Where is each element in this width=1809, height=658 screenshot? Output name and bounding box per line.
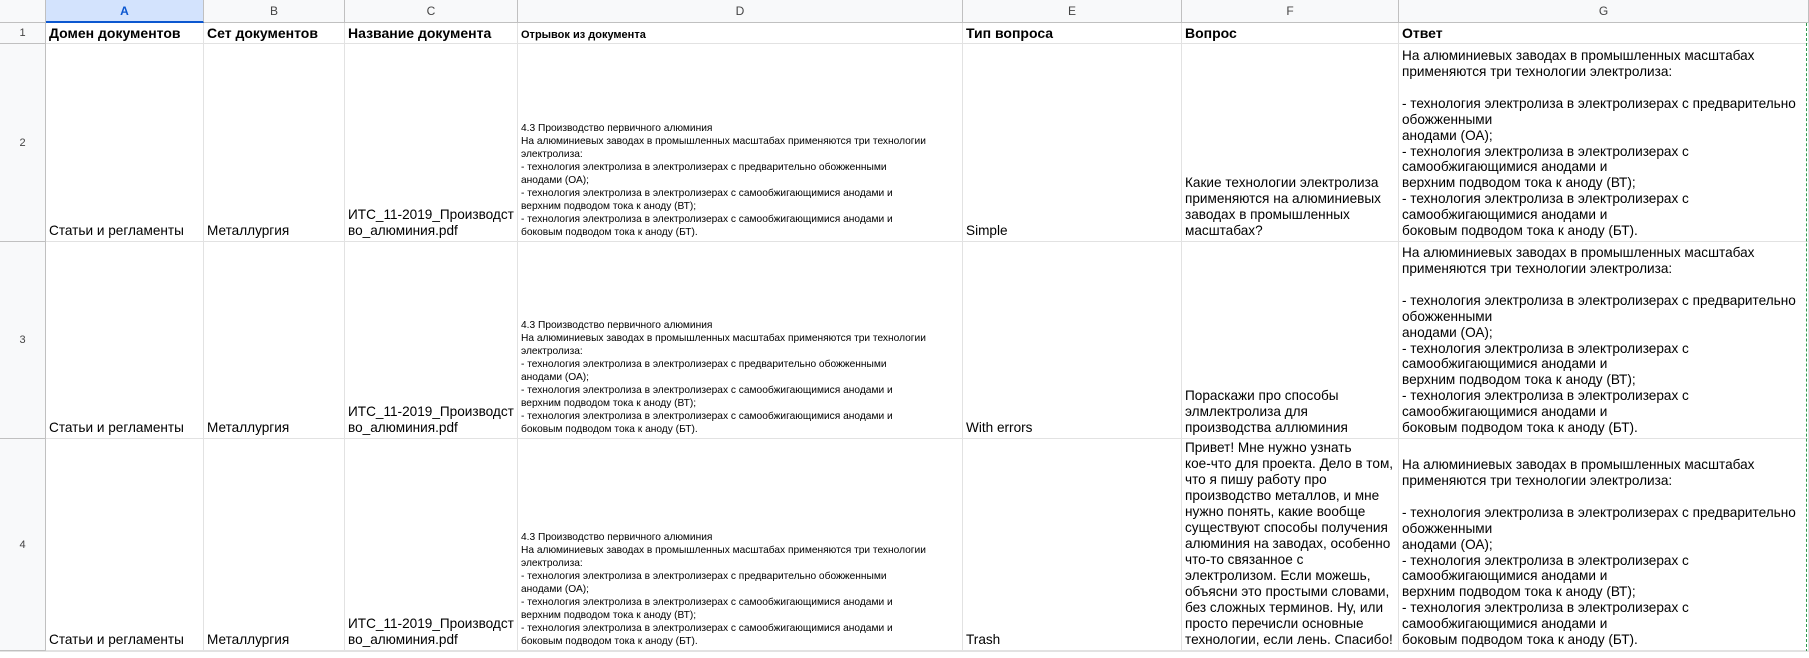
column-header-b[interactable]: B bbox=[204, 0, 345, 23]
cell-c4[interactable] bbox=[345, 439, 518, 651]
cell-text: Статьи и регламенты bbox=[49, 223, 184, 238]
cell-d1[interactable] bbox=[518, 23, 963, 44]
cell-text: Привет! Мне нужно узнать кое-что для проекта. Дело в том, что я пишу работу про производство металлов, и мне нужно понять, какие вообще существуют способы получения алюминия на заводах, особенно что-то связанное с электролизом. Если можешь, объясни это простыми словами, без сложных терминов. Ну, или просто перечисли основные технологии, если лень. Спасибо! bbox=[1185, 440, 1394, 647]
cell-g1[interactable] bbox=[1399, 23, 1809, 44]
cell-c3[interactable] bbox=[345, 242, 518, 439]
column-header-c[interactable]: C bbox=[345, 0, 518, 23]
cell-g4[interactable] bbox=[1399, 439, 1809, 651]
cell-text: Статьи и регламенты bbox=[49, 632, 184, 647]
cell-f1[interactable] bbox=[1182, 23, 1399, 44]
cell-text: На алюминиевых заводах в промышленных масштабах применяются три технологии электролиза: - технология электролиза в электролизерах с предварительно обожженными анодами (ОА); - технология электролиза в электролизерах с самообжигающимися анодами и верхним подводом тока к аноду (ВТ); - технология электролиза в электролизерах с самообжигающимися анодами и боковым подводом тока к аноду (БТ). bbox=[1402, 48, 1796, 239]
cell-a2[interactable] bbox=[46, 44, 204, 242]
header-qtype: Тип вопроса bbox=[966, 25, 1054, 41]
column-header-e[interactable]: E bbox=[963, 0, 1182, 23]
cell-b2[interactable] bbox=[204, 44, 345, 242]
cell-text: 4.3 Производство первичного алюминия На алюминиевых заводах в промышленных масштабах применяются три технологии электролиза: - технология электролиза в электролизерах с предварительно обожженными анодами (ОА); - технология электролиза в электролизерах с самообжигающимися анодами и верхним подводом тока к аноду (ВТ); - технология электролиза в электролизерах с самообжигающимися анодами и боковым подводом тока к аноду (БТ). bbox=[521, 532, 926, 647]
cell-b3[interactable] bbox=[204, 242, 345, 439]
cell-text: Какие технологии электролиза применяются на алюминиевых заводах в промышленных масштабах? bbox=[1185, 175, 1381, 238]
cell-text: ИТС_11-2019_Производст во_алюминия.pdf bbox=[348, 207, 514, 238]
cell-c1[interactable] bbox=[345, 23, 518, 44]
cell-e2[interactable] bbox=[963, 44, 1182, 242]
cell-e3[interactable] bbox=[963, 242, 1182, 439]
header-name: Название документа bbox=[348, 25, 492, 41]
cell-text: With errors bbox=[966, 420, 1033, 435]
cell-a4[interactable] bbox=[46, 439, 204, 651]
cell-text: ИТС_11-2019_Производст во_алюминия.pdf bbox=[348, 616, 514, 647]
cell-g3[interactable] bbox=[1399, 242, 1809, 439]
page-break-line bbox=[1806, 23, 1807, 657]
cell-text: Металлургия bbox=[207, 420, 290, 435]
cell-text: На алюминиевых заводах в промышленных масштабах применяются три технологии электролиза: - технология электролиза в электролизерах с предварительно обожженными анодами (ОА); - технология электролиза в электролизерах с самообжигающимися анодами и верхним подводом тока к аноду (ВТ); - технология электролиза в электролизерах с самообжигающимися анодами и боковым подводом тока к аноду (БТ). bbox=[1402, 457, 1796, 648]
header-question: Вопрос bbox=[1185, 25, 1237, 41]
cell-text: На алюминиевых заводах в промышленных масштабах применяются три технологии электролиза: - технология электролиза в электролизерах с предварительно обожженными анодами (ОА); - технология электролиза в электролизерах с самообжигающимися анодами и верхним подводом тока к аноду (ВТ); - технология электролиза в электролизерах с самообжигающимися анодами и боковым подводом тока к аноду (БТ). bbox=[1402, 245, 1796, 436]
header-answer: Ответ bbox=[1402, 25, 1443, 41]
cell-text: ИТС_11-2019_Производст во_алюминия.pdf bbox=[348, 404, 514, 435]
row-header-3[interactable]: 3 bbox=[0, 242, 46, 439]
cell-text: Металлургия bbox=[207, 223, 290, 238]
cell-text: 4.3 Производство первичного алюминия На алюминиевых заводах в промышленных масштабах применяются три технологии электролиза: - технология электролиза в электролизерах с предварительно обожженными анодами (ОА); - технология электролиза в электролизерах с самообжигающимися анодами и верхним подводом тока к аноду (ВТ); - технология электролиза в электролизерах с самообжигающимися анодами и боковым подводом тока к аноду (БТ). bbox=[521, 123, 926, 238]
cell-text: Порaскажи про способы элмлектролиза для производства аллюминия bbox=[1185, 388, 1348, 435]
cell-b4[interactable] bbox=[204, 439, 345, 651]
cell-e1[interactable] bbox=[963, 23, 1182, 44]
header-domain: Домен документов bbox=[49, 25, 181, 41]
select-all-corner[interactable] bbox=[0, 0, 46, 23]
cell-a3[interactable] bbox=[46, 242, 204, 439]
row-header-4[interactable]: 4 bbox=[0, 439, 46, 651]
cell-f2[interactable] bbox=[1182, 44, 1399, 242]
cell-d2[interactable] bbox=[518, 44, 963, 242]
row-header-1[interactable]: 1 bbox=[0, 23, 46, 44]
cell-text: Статьи и регламенты bbox=[49, 420, 184, 435]
column-header-a[interactable]: A bbox=[46, 0, 204, 23]
cell-f4[interactable] bbox=[1182, 439, 1399, 651]
cell-text: Trash bbox=[966, 632, 1001, 647]
cell-text: Simple bbox=[966, 223, 1008, 238]
cell-text: 4.3 Производство первичного алюминия На алюминиевых заводах в промышленных масштабах применяются три технологии электролиза: - технология электролиза в электролизерах с предварительно обожженными анодами (ОА); - технология электролиза в электролизерах с самообжигающимися анодами и верхним подводом тока к аноду (ВТ); - технология электролиза в электролизерах с самообжигающимися анодами и боковым подводом тока к аноду (БТ). bbox=[521, 320, 926, 435]
cell-e4[interactable] bbox=[963, 439, 1182, 651]
row-header-2[interactable]: 2 bbox=[0, 44, 46, 242]
column-header-g[interactable]: G bbox=[1399, 0, 1809, 23]
cell-text: Металлургия bbox=[207, 632, 290, 647]
cell-d4[interactable] bbox=[518, 439, 963, 651]
cell-b1[interactable] bbox=[204, 23, 345, 44]
cell-d3[interactable] bbox=[518, 242, 963, 439]
cell-g2[interactable] bbox=[1399, 44, 1809, 242]
header-set: Сет документов bbox=[207, 25, 318, 41]
cell-c2[interactable] bbox=[345, 44, 518, 242]
column-header-f[interactable]: F bbox=[1182, 0, 1399, 23]
column-header-d[interactable]: D bbox=[518, 0, 963, 23]
header-excerpt: Отрывок из документа bbox=[521, 29, 646, 41]
cell-f3[interactable] bbox=[1182, 242, 1399, 439]
cell-a1[interactable] bbox=[46, 23, 204, 44]
